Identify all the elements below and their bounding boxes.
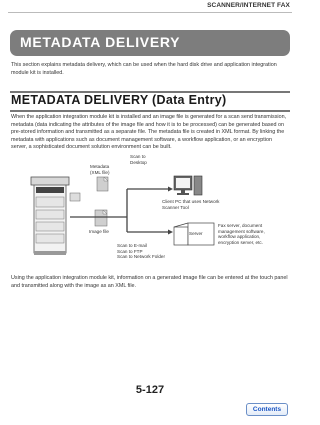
connection-lines	[70, 189, 168, 232]
metadata-file-icon	[97, 177, 108, 191]
section-banner	[10, 30, 290, 56]
client-pc-icon	[174, 176, 202, 195]
section-paragraph: When the application integration module kit is installed and an image file is generated for a scan send transmission, metadata (data indicating the attributes of the image file and how it is to be processed) can be generated based on pre-stored information and transmitted as a separate file. The metadata file is created in XML format. By linking the metadata with applications such as document management software, a workflow application, or an encryption server, a sophisticated document solution environment can be built.	[11, 114, 287, 151]
server-description: Fax server, document management software, workflow application, encryption server, etc.	[218, 223, 265, 245]
header-divider	[8, 12, 292, 13]
intro-text: This section explains metadata delivery, which can be used when the hard disk drive and application integration module kit is installed.	[11, 62, 277, 76]
outro-text: Using the application integration module kit, information on a generated image file can be entered at the touch panel and transmitted along with the image as an XML file.	[11, 275, 288, 289]
section-title: METADATA DELIVERY (Data Entry)	[11, 93, 227, 107]
client-pc-label: Client PC that uses Network Scanner Tool	[162, 199, 220, 210]
image-file-label: Image file	[89, 229, 109, 234]
page-number: 5-127	[135, 384, 165, 396]
server-label: Server	[189, 231, 203, 236]
section-rule-bottom	[10, 110, 290, 112]
banner-title: METADATA DELIVERY	[20, 34, 181, 50]
header-title: SCANNER/INTERNET FAX	[207, 2, 290, 9]
metadata-label: Metadata (XML file)	[90, 164, 110, 175]
contents-button[interactable]: Contents	[246, 403, 288, 416]
image-file-icon	[95, 210, 107, 226]
scan-targets-label: Scan to E-mail Scan to FTP Scan to Network Folder	[117, 243, 165, 260]
scan-to-desktop-label: Scan to Desktop	[130, 154, 147, 165]
metadata-diagram	[0, 155, 300, 265]
mfp-machine-icon	[31, 177, 80, 255]
